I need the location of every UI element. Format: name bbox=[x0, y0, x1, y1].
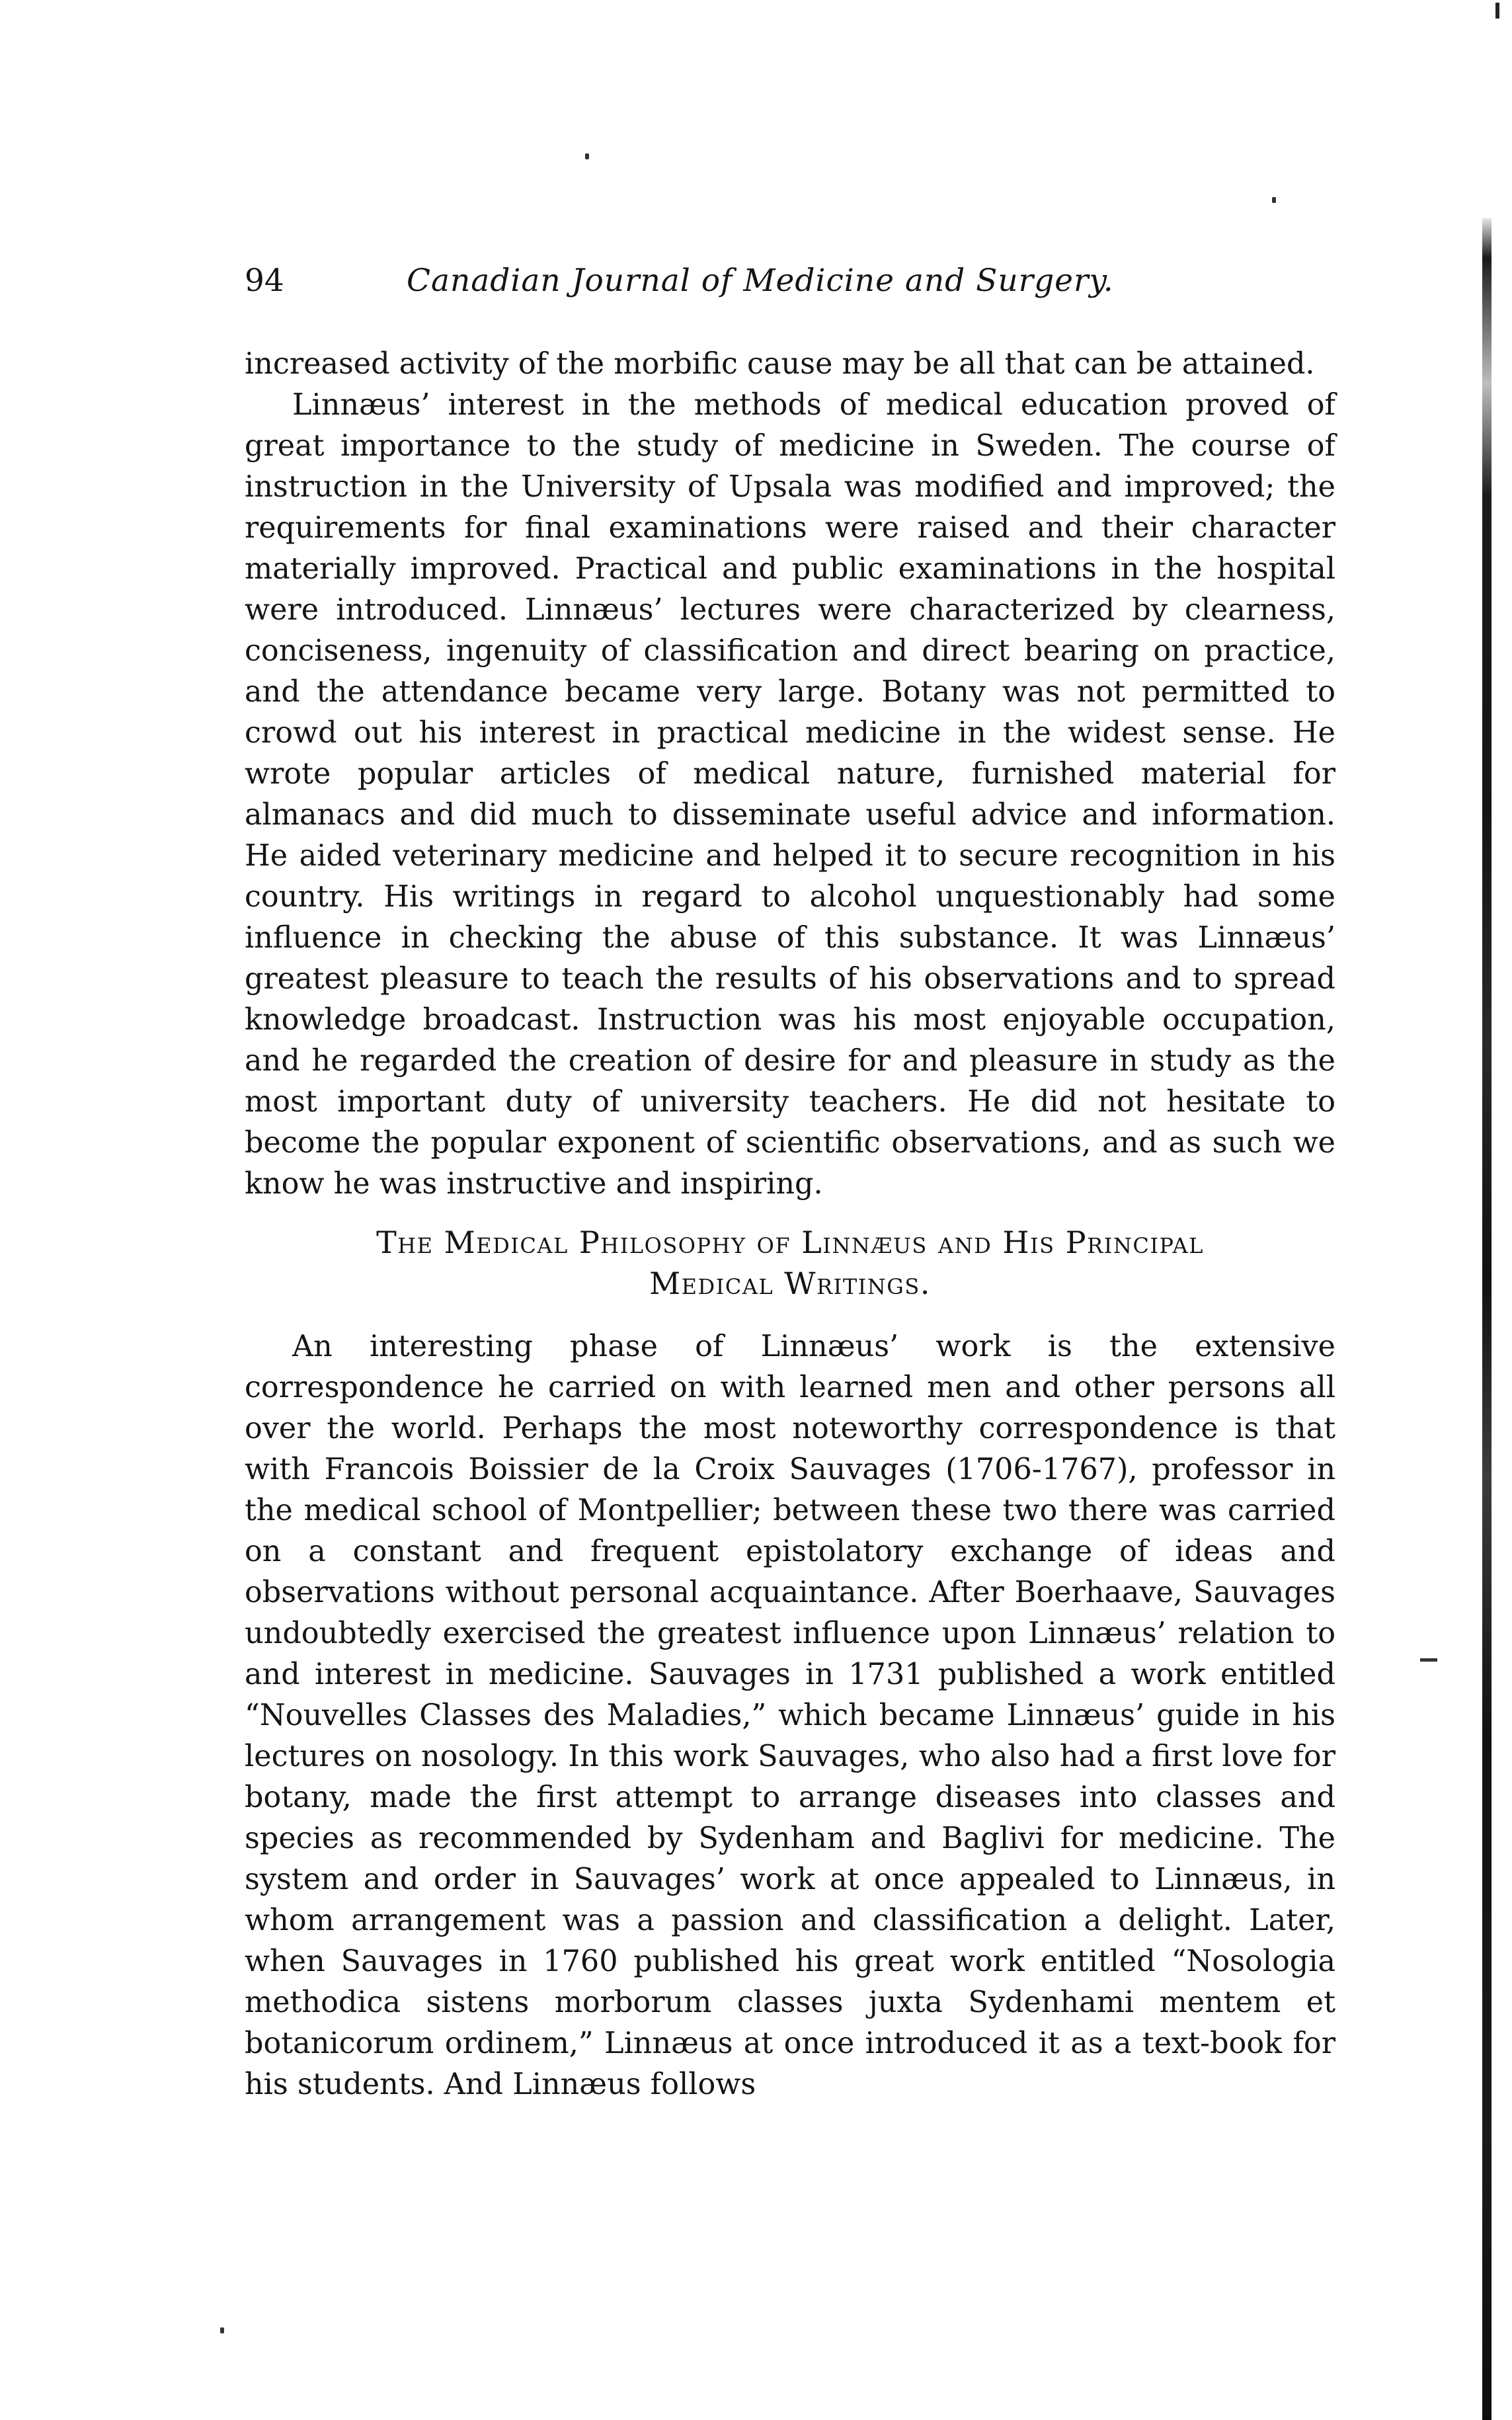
running-head bbox=[245, 255, 1335, 307]
scan-binding-edge bbox=[1482, 218, 1492, 2420]
section-heading-line-1: The Medical Philosophy of Linnæus and His Principal bbox=[376, 1225, 1204, 1260]
scan-margin-dash bbox=[1420, 1658, 1437, 1662]
paragraph-continuation: increased activity of the morbific cause may be all that can be attained. bbox=[245, 347, 1315, 381]
scan-corner-mark bbox=[1495, 3, 1499, 19]
section-heading bbox=[245, 1222, 1335, 1304]
scan-speck bbox=[585, 153, 589, 159]
scan-speck bbox=[220, 2327, 224, 2333]
page-number: 94 bbox=[245, 262, 284, 299]
paragraph-correspondence: An interesting phase of Linnæus’ work is the extensive correspondence he carried on with learned men and other persons all over the world. Perhaps the most noteworthy correspondence is that with Francois Boissier de la Croix Sauvages (1706-1767), professor in the medical school of Montpellier; between these two there was carried on a constant and frequent epistolatory exchange of ideas and observations without personal acquaintance. After Boerhaave, Sauvages undoubtedly exercised the greatest influence upon Linnæus’ relation to and interest in medicine. Sauvages in 1731 published a work entitled “Nouvelles Classes des Maladies,” which became Linnæus’ guide in his lectures on nosology. In this work Sauvages, who also had a first love for botany, made the first attempt to arrange diseases into classes and species as recommended by Sydenham and Baglivi for medicine. The system and order in Sauvages’ work at once appealed to Linnæus, in whom arrangement was a passion and classification a delight. Later, when Sauvages in 1760 published his great work entitled “Nosologia methodica sistens morborum classes juxta Sydenhami mentem et botanicorum ordinem,” Linnæus at once introduced it as a text-book for his students. And Linnæus follows bbox=[245, 1330, 1335, 2101]
paragraph-medical-education: Linnæus’ interest in the methods of medical education proved of great importance to the study of medicine in Sweden. The course of instruction in the University of Upsala was modified and improved; the requirements for final examinations were raised and their character materially improved. Practical and public examinations in the hospital were introduced. Linnæus’ lectures were characterized by clearness, conciseness, ingenuity of classification and direct bearing on practice, and the attendance became very large. Botany was not permitted to crowd out his interest in practical medicine in the widest sense. He wrote popular articles of medical nature, furnished material for almanacs and did much to disseminate useful advice and information. He aided veterinary medicine and helped it to secure recognition in his country. His writings in regard to alcohol unquestionably had some influence in checking the abuse of this substance. It was Linnæus’ greatest pleasure to teach the results of his observations and to spread knowledge broadcast. Instruction was his most enjoyable occupation, and he regarded the creation of desire for and pleasure in study as the most important duty of university teachers. He did not hesitate to become the popular exponent of scientific observations, and as such we know he was instructive and inspiring. bbox=[245, 388, 1335, 1201]
article-body bbox=[245, 344, 1335, 2105]
journal-title: Canadian Journal of Medicine and Surgery. bbox=[407, 262, 1114, 299]
scan-speck bbox=[1272, 197, 1276, 203]
section-heading-line-2: Medical Writings. bbox=[649, 1266, 931, 1301]
